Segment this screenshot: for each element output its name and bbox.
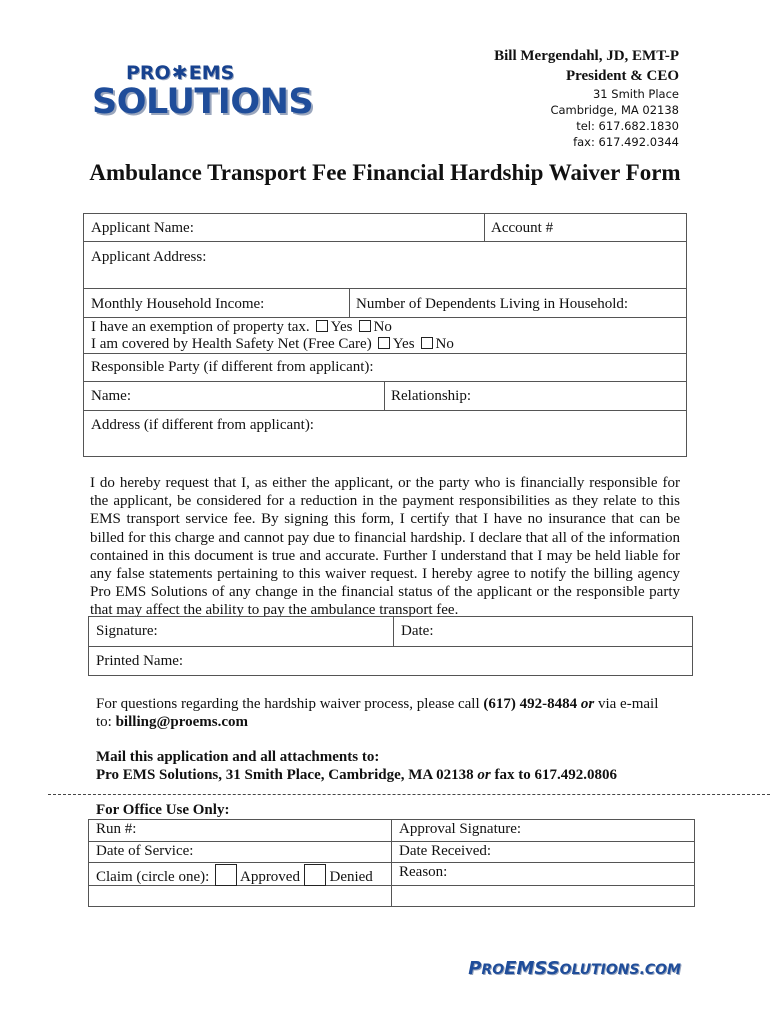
mail-heading: Mail this application and all attachments to: bbox=[96, 749, 380, 765]
property-tax-exemption-row bbox=[91, 319, 392, 336]
yes-label: Yes bbox=[392, 336, 415, 352]
contact-role: President & CEO bbox=[565, 68, 679, 84]
responsible-address-field[interactable]: Address (if different from applicant): bbox=[91, 417, 314, 433]
health-net-yes-checkbox[interactable] bbox=[378, 337, 390, 349]
claim-row bbox=[96, 864, 373, 886]
divider bbox=[83, 381, 687, 382]
yes-label: Yes bbox=[330, 319, 353, 335]
star-of-life-icon: ✱ bbox=[171, 62, 188, 84]
pro-ems-logo bbox=[92, 60, 322, 130]
contact-fax: fax: 617.492.0344 bbox=[573, 135, 679, 149]
declaration-paragraph: I do hereby request that I, as either the applicant, or the party who is financially responsible for the applicant, be considered for a reduction in the payment responsibilities as they relate to this EMS transport service fee. By signing this form, I certify that I have no insurance that can be billed for this charge and cannot pay due to financial hardship. I declare that all of the information contained in this document is true and accurate. Further I understand that I may be held liable for any false statements pertaining to this waiver request. I hereby agree to notify the billing agency Pro EMS Solutions of any change in the financial status of the applicant or the responsible party that may affect the ability to pay the ambulance transport fee. bbox=[90, 475, 680, 619]
dependents-field[interactable]: Number of Dependents Living in Household: bbox=[356, 296, 629, 312]
footer-logo: PROEMSSOLUTIONS.COM bbox=[468, 958, 681, 979]
claim-label: Claim (circle one): bbox=[96, 869, 210, 885]
reason-field[interactable]: Reason: bbox=[399, 864, 448, 880]
property-tax-exemption-label: I have an exemption of property tax. bbox=[91, 319, 310, 335]
divider bbox=[83, 288, 687, 289]
date-received-field[interactable]: Date Received: bbox=[399, 843, 492, 859]
exemption-no-checkbox[interactable] bbox=[359, 320, 371, 332]
exemption-yes-checkbox[interactable] bbox=[316, 320, 328, 332]
divider bbox=[83, 317, 687, 318]
divider bbox=[349, 288, 350, 317]
applicant-address-field[interactable]: Applicant Address: bbox=[91, 249, 207, 265]
approved-option[interactable]: Approved bbox=[239, 869, 300, 885]
divider bbox=[393, 616, 394, 646]
form-title: Ambulance Transport Fee Financial Hardship Waiver Form bbox=[89, 160, 681, 185]
office-use-heading: For Office Use Only: bbox=[96, 802, 230, 818]
approved-box[interactable] bbox=[215, 864, 237, 886]
denied-option[interactable]: Denied bbox=[329, 869, 373, 885]
contact-name: Bill Mergendahl, JD, EMT-P bbox=[494, 48, 679, 64]
denied-box[interactable] bbox=[304, 864, 326, 886]
account-number-field[interactable]: Account # bbox=[491, 220, 554, 236]
questions-note: For questions regarding the hardship waiver process, please call (617) 492-8484 or via e-mail to: billing@proems.com bbox=[96, 696, 659, 730]
cut-line bbox=[48, 794, 770, 795]
no-label: No bbox=[373, 319, 392, 335]
contact-city: Cambridge, MA 02138 bbox=[550, 103, 679, 117]
divider bbox=[83, 410, 687, 411]
divider bbox=[384, 381, 385, 410]
contact-street: 31 Smith Place bbox=[592, 87, 679, 101]
divider bbox=[83, 353, 687, 354]
approval-signature-field[interactable]: Approval Signature: bbox=[399, 821, 522, 837]
no-label: No bbox=[435, 336, 454, 352]
phone-number: (617) 492-8484 bbox=[483, 696, 578, 712]
monthly-income-field[interactable]: Monthly Household Income: bbox=[91, 296, 265, 312]
mail-instructions bbox=[96, 748, 696, 784]
contact-tel: tel: 617.682.1830 bbox=[576, 119, 679, 133]
relationship-field[interactable]: Relationship: bbox=[391, 388, 471, 404]
contact-block bbox=[494, 46, 679, 150]
date-field[interactable]: Date: bbox=[401, 623, 434, 639]
health-net-no-checkbox[interactable] bbox=[421, 337, 433, 349]
date-of-service-field[interactable]: Date of Service: bbox=[96, 843, 194, 859]
divider bbox=[83, 241, 687, 242]
logo-solutions: SOLUTIONS bbox=[92, 82, 314, 122]
logo-top-line: PRO✱EMS bbox=[126, 62, 235, 84]
applicant-name-field[interactable]: Applicant Name: bbox=[91, 220, 194, 236]
email-link[interactable]: billing@proems.com bbox=[115, 714, 249, 730]
responsible-name-field[interactable]: Name: bbox=[91, 388, 131, 404]
divider bbox=[391, 819, 392, 907]
divider bbox=[88, 646, 693, 647]
printed-name-field[interactable]: Printed Name: bbox=[96, 653, 184, 669]
responsible-party-label: Responsible Party (if different from applicant): bbox=[91, 359, 374, 375]
health-safety-net-row bbox=[91, 336, 454, 353]
divider bbox=[484, 213, 485, 241]
health-safety-net-label: I am covered by Health Safety Net (Free Care) bbox=[91, 336, 372, 352]
mail-address: Pro EMS Solutions, 31 Smith Place, Cambridge, MA 02138 or fax to 617.492.0806 bbox=[96, 767, 617, 783]
signature-field[interactable]: Signature: bbox=[96, 623, 158, 639]
run-number-field[interactable]: Run #: bbox=[96, 821, 137, 837]
